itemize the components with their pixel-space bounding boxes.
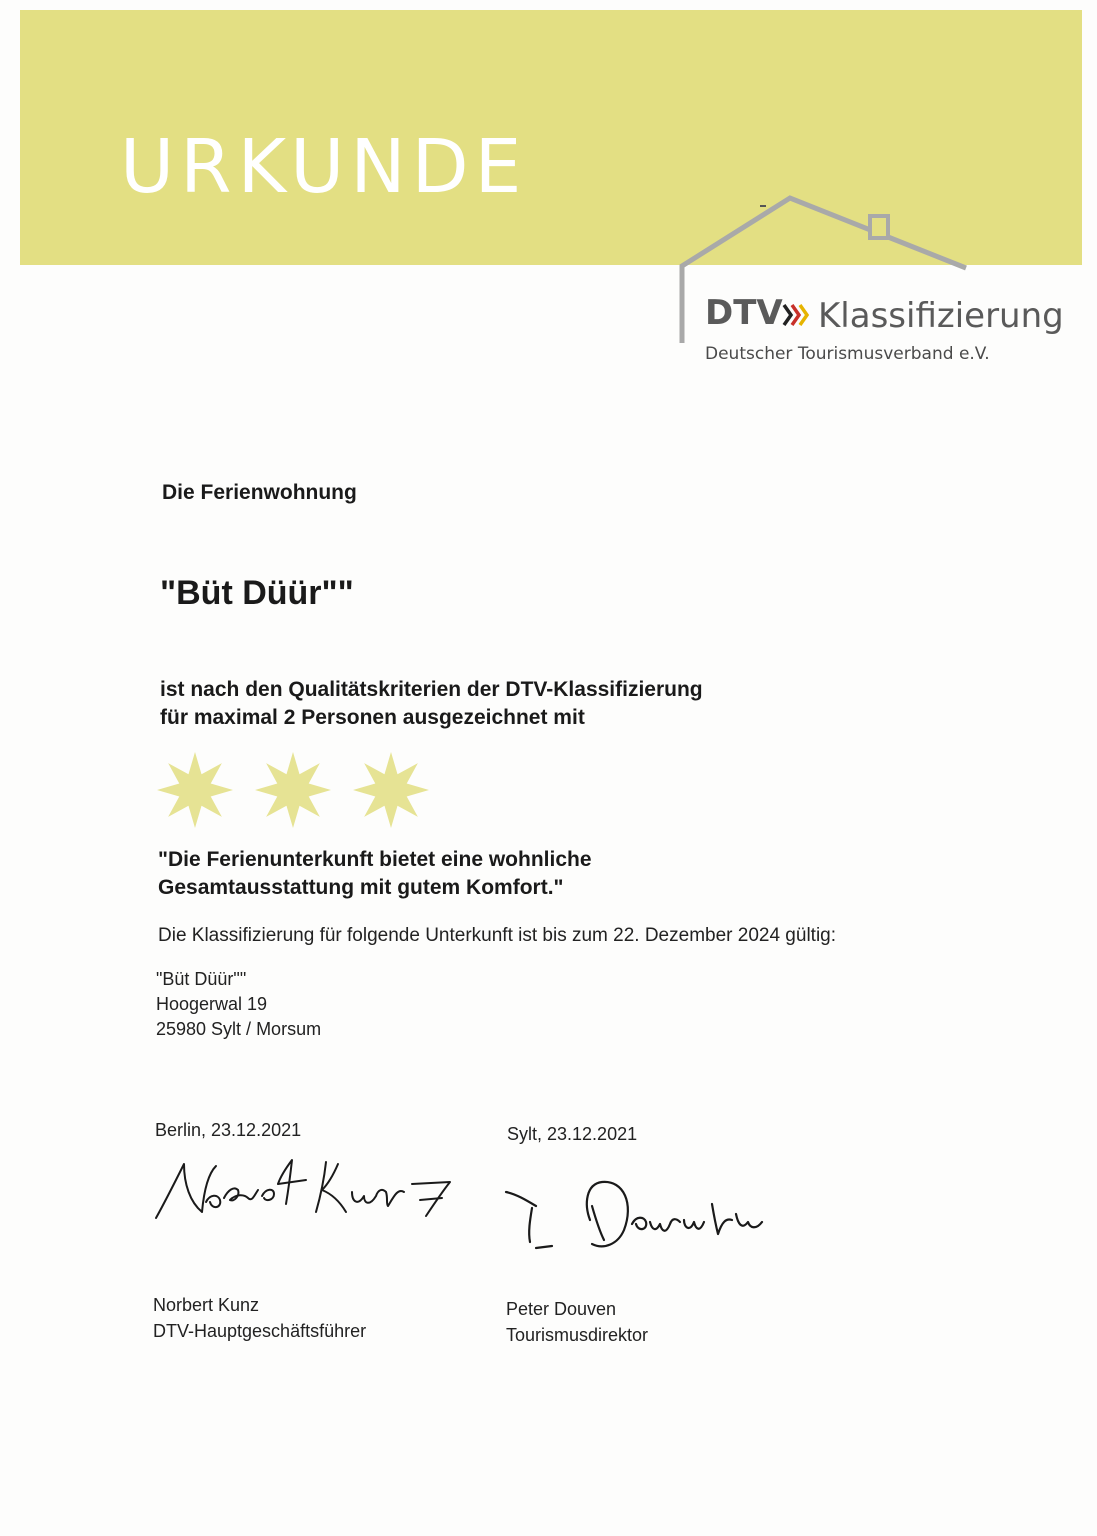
logo-name: Klassifizierung (818, 296, 1064, 336)
logo-subtitle: Deutscher Tourismusverband e.V. (705, 344, 990, 364)
address-name: "Büt Düür"" (156, 969, 247, 989)
star-icon (253, 750, 333, 830)
signature-right (500, 1170, 770, 1260)
quote-text (158, 846, 592, 902)
chevron-arrows-icon (780, 298, 812, 332)
signature-left (150, 1150, 460, 1230)
star-rating (155, 750, 445, 830)
certificate-title: URKUNDE (120, 124, 528, 210)
address-city: 25980 Sylt / Morsum (156, 1019, 322, 1039)
logo-brand: DTV (705, 293, 783, 333)
criteria-line-1: ist nach den Qualitätskriterien der DTV-Klassifizierung (160, 678, 703, 701)
address-block (156, 967, 321, 1042)
address-street: Hoogerwal 19 (156, 994, 268, 1014)
quote-line-1: "Die Ferienunterkunft bietet eine wohnliche (158, 848, 592, 871)
signer-right-role: Tourismusdirektor (506, 1325, 649, 1345)
signer-left-name: Norbert Kunz (153, 1295, 260, 1315)
signer-right (506, 1296, 648, 1348)
quote-line-2: Gesamtausstattung mit gutem Komfort." (158, 876, 564, 899)
signer-left (153, 1292, 366, 1344)
star-icon (155, 750, 235, 830)
signer-left-role: DTV-Hauptgeschäftsführer (153, 1321, 367, 1341)
criteria-text (160, 676, 703, 732)
place-date-left: Berlin, 23.12.2021 (155, 1120, 302, 1140)
criteria-line-2: für maximal 2 Personen ausgezeichnet mit (160, 706, 585, 729)
validity-text: Die Klassifizierung für folgende Unterkunft ist bis zum 22. Dezember 2024 gültig: (158, 925, 837, 946)
signer-right-name: Peter Douven (506, 1299, 617, 1319)
property-name: "Büt Düür"" (160, 574, 354, 612)
intro-text: Die Ferienwohnung (162, 481, 357, 504)
star-icon (351, 750, 431, 830)
place-date-right: Sylt, 23.12.2021 (507, 1124, 638, 1144)
